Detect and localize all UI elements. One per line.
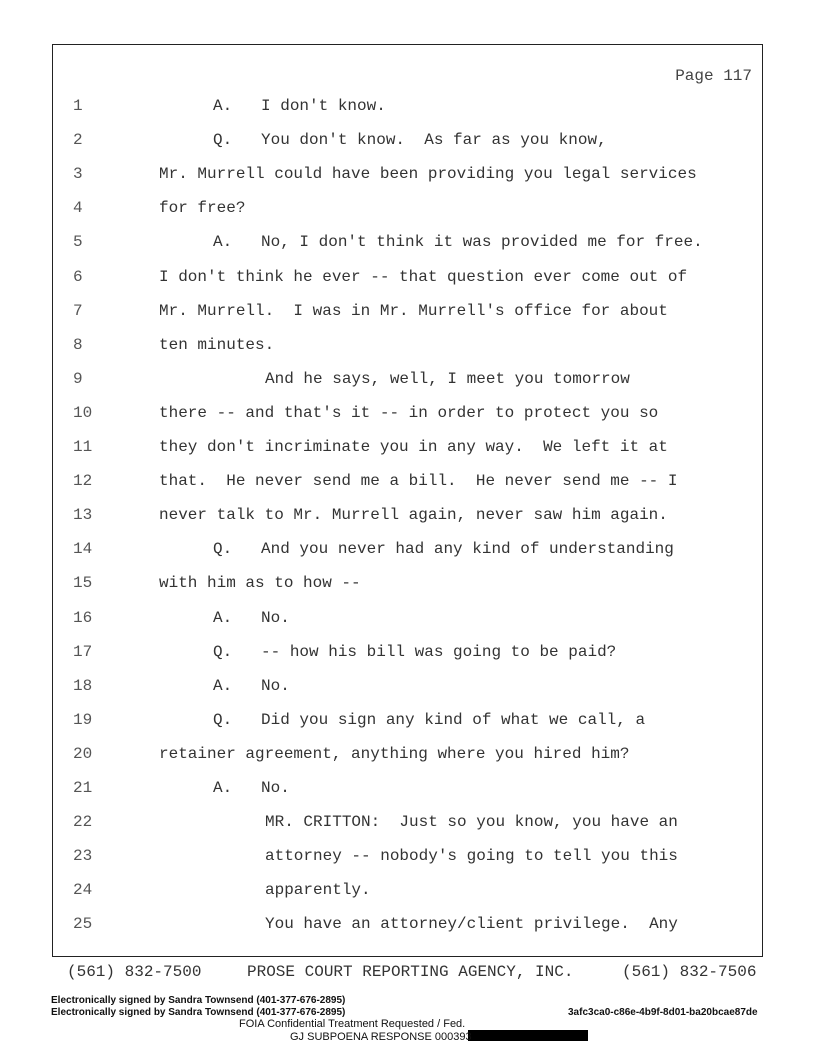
line-number: 4 xyxy=(73,199,83,218)
transcript-line xyxy=(53,566,753,600)
transcript-line xyxy=(53,703,753,737)
line-text: MR. CRITTON: Just so you know, you have an xyxy=(265,813,678,832)
line-number: 12 xyxy=(73,472,93,491)
line-text: never talk to Mr. Murrell again, never saw him again. xyxy=(159,506,668,525)
transcript-line xyxy=(53,89,753,123)
line-number: 21 xyxy=(73,779,93,797)
line-number: 5 xyxy=(73,233,83,252)
transcript-line xyxy=(53,396,753,430)
transcript-line xyxy=(53,157,753,191)
transcript-line xyxy=(53,294,753,328)
line-text: for free? xyxy=(159,199,246,218)
line-text: that. He never send me a bill. He never send me -- I xyxy=(159,472,678,491)
transcript-line xyxy=(53,635,753,669)
transcript-line xyxy=(53,532,753,566)
line-number: 6 xyxy=(73,267,83,286)
transcript-line xyxy=(53,123,753,157)
line-text: And he says, well, I meet you tomorrow xyxy=(265,369,630,388)
line-text: A. No. xyxy=(213,608,290,627)
transcript-line xyxy=(53,839,753,873)
transcript-line xyxy=(53,873,753,907)
page-number: Page 117 xyxy=(675,67,752,85)
line-number: 13 xyxy=(73,506,93,525)
transcript-line xyxy=(53,260,753,294)
line-text: attorney -- nobody's going to tell you this xyxy=(265,847,678,866)
line-text: Q. Did you sign any kind of what we call, a xyxy=(213,710,646,729)
line-number: 14 xyxy=(73,540,93,559)
transcript-page xyxy=(52,44,763,957)
transcript-line xyxy=(53,225,753,259)
line-number: 18 xyxy=(73,676,93,695)
line-text: I don't think he ever -- that question ever come out of xyxy=(159,267,688,286)
line-number: 17 xyxy=(73,642,93,661)
footer-phone-left: (561) 832-7500 xyxy=(67,963,202,981)
line-number: 22 xyxy=(73,813,93,832)
line-text: ten minutes. xyxy=(159,335,275,354)
line-text: A. No, I don't think it was provided me for free. xyxy=(213,233,703,252)
line-text: Mr. Murrell could have been providing you legal services xyxy=(159,165,697,184)
footer-agency: PROSE COURT REPORTING AGENCY, INC. xyxy=(247,963,574,981)
line-text: A. No. xyxy=(213,676,290,695)
line-text: A. No. xyxy=(213,779,290,797)
line-number: 19 xyxy=(73,710,93,729)
transcript-line xyxy=(53,464,753,498)
footer-phone-right: (561) 832-7506 xyxy=(622,963,757,981)
line-number: 7 xyxy=(73,301,83,320)
line-number: 11 xyxy=(73,438,93,456)
transcript-line xyxy=(53,498,753,532)
line-text: Q. -- how his bill was going to be paid? xyxy=(213,642,617,661)
line-text: retainer agreement, anything where you hired him? xyxy=(159,744,630,763)
line-text: with him as to how -- xyxy=(159,574,361,593)
transcript-line xyxy=(53,771,753,805)
transcript-line xyxy=(53,601,753,635)
transcript-line xyxy=(53,669,753,703)
line-number: 23 xyxy=(73,847,93,866)
line-text: A. I don't know. xyxy=(213,97,386,115)
document-hash: 3afc3ca0-c86e-4b9f-8d01-ba20bcae87de xyxy=(568,1007,758,1018)
line-number: 10 xyxy=(73,403,93,422)
line-text: Q. And you never had any kind of understanding xyxy=(213,540,674,559)
line-number: 16 xyxy=(73,608,93,627)
signature-line-2: Electronically signed by Sandra Townsend (401-377-676-2895) xyxy=(51,1007,346,1018)
transcript-line xyxy=(53,191,753,225)
line-number: 3 xyxy=(73,165,83,184)
line-number: 8 xyxy=(73,335,83,354)
transcript-line xyxy=(53,328,753,362)
line-text: apparently. xyxy=(265,881,371,900)
line-text: You have an attorney/client privilege. Any xyxy=(265,915,678,934)
transcript-line xyxy=(53,907,753,941)
line-number: 20 xyxy=(73,744,93,763)
line-number: 25 xyxy=(73,915,93,934)
redaction-block xyxy=(468,1030,588,1041)
subpoena-stamp: GJ SUBPOENA RESPONSE 000393 xyxy=(290,1031,472,1043)
line-number: 15 xyxy=(73,574,93,593)
transcript-line xyxy=(53,737,753,771)
line-number: 2 xyxy=(73,131,83,150)
line-number: 9 xyxy=(73,369,83,388)
line-number: 1 xyxy=(73,97,83,115)
foia-notice: FOIA Confidential Treatment Requested / Fed. xyxy=(239,1018,466,1030)
transcript-line xyxy=(53,430,753,464)
signature-line-1: Electronically signed by Sandra Townsend (401-377-676-2895) xyxy=(51,995,346,1006)
line-number: 24 xyxy=(73,881,93,900)
line-text: Mr. Murrell. I was in Mr. Murrell's office for about xyxy=(159,301,668,320)
transcript-line xyxy=(53,362,753,396)
line-text: there -- and that's it -- in order to protect you so xyxy=(159,403,659,422)
line-text: Q. You don't know. As far as you know, xyxy=(213,131,607,150)
line-text: they don't incriminate you in any way. We left it at xyxy=(159,438,668,456)
transcript-line xyxy=(53,805,753,839)
